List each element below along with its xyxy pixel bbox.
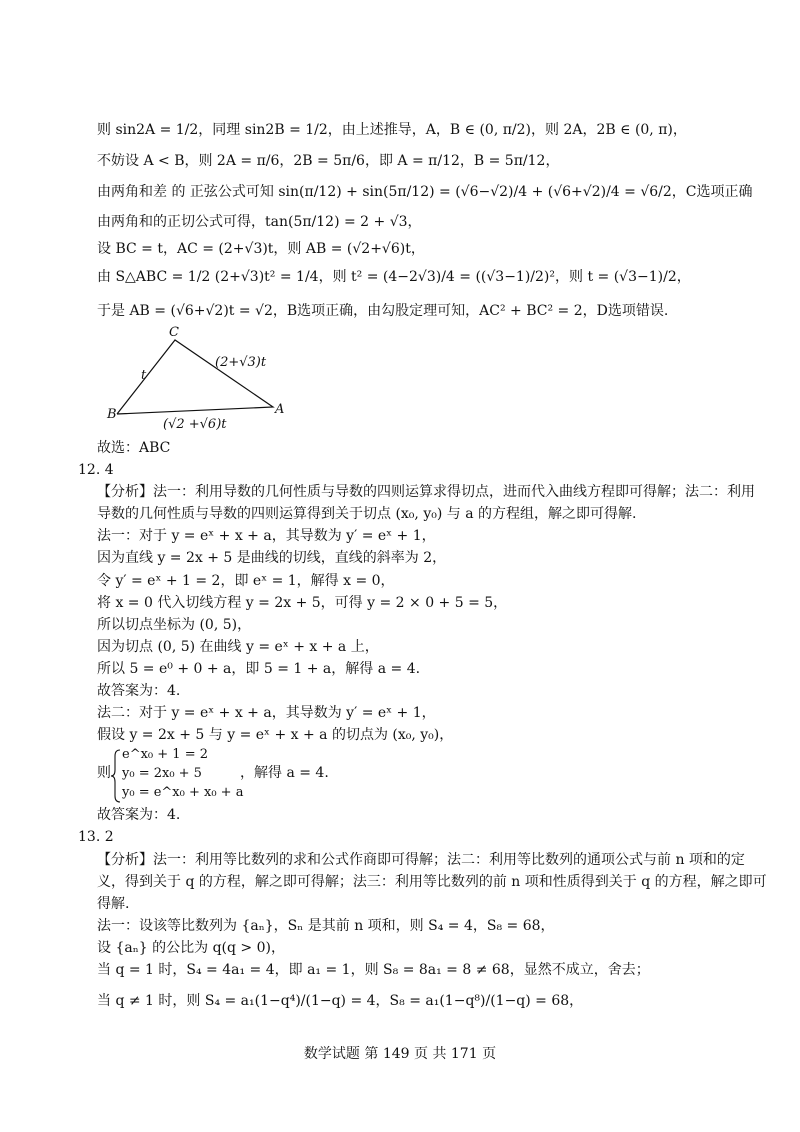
line-25: 义，得到关于 q 的方程，解之即可得解；法三：利用等比数列的前 n 项和性质得到关于 q 的方程，解之即可 bbox=[97, 874, 767, 890]
answer-13-heading: 13. 2 bbox=[78, 829, 114, 845]
side-ab-label: (√2 +√6)t bbox=[163, 417, 227, 432]
line-1: 则 sin2A = 1/2，同理 sin2B = 1/2，由上述推导，A，B ∈ (0, π/2)，则 2A，2B ∈ (0, π)， bbox=[97, 122, 687, 138]
line-14: 令 y′ = eˣ + 1 = 2，即 eˣ = 1，解得 x = 0， bbox=[97, 573, 395, 589]
line-22: 故答案为：4. bbox=[97, 807, 181, 823]
line-21: 假设 y = 2x + 5 与 y = eˣ + x + a 的切点为 (x₀, y₀)， bbox=[97, 727, 454, 743]
vertex-c-label: C bbox=[169, 325, 179, 340]
system-eq-1: e^x₀ + 1 = 2 bbox=[122, 747, 208, 762]
answer-12-heading: 12. 4 bbox=[78, 462, 114, 478]
line-18: 所以 5 = e⁰ + 0 + a，即 5 = 1 + a，解得 a = 4. bbox=[97, 661, 421, 677]
line-27: 法一：设该等比数列为 {aₙ}，Sₙ 是其前 n 项和，则 S₄ = 4，S₈ = 68， bbox=[97, 918, 555, 934]
line-17: 因为切点 (0, 5) 在曲线 y = eˣ + x + a 上， bbox=[97, 639, 379, 655]
side-bc-label: t bbox=[141, 368, 147, 383]
line-4: 由两角和的正切公式可得，tan(5π/12) = 2 + √3， bbox=[97, 214, 422, 230]
line-13: 因为直线 y = 2x + 5 是曲线的切线，直线的斜率为 2， bbox=[97, 550, 447, 566]
line-7: 于是 AB = (√6+√2)t = √2，B选项正确，由勾股定理可知，AC² + BC² = 2，D选项错误. bbox=[97, 303, 669, 319]
line-8: 故选：ABC bbox=[97, 440, 171, 456]
line-20: 法二：对于 y = eˣ + x + a，其导数为 y′ = eˣ + 1， bbox=[97, 705, 436, 721]
line-5: 设 BC = t，AC = (2+√3)t，则 AB = (√2+√6)t， bbox=[97, 241, 425, 257]
triangle-figure bbox=[105, 324, 305, 434]
line-10: 【分析】法一：利用导数的几何性质与导数的四则运算求得切点，进而代入曲线方程即可得解；法二：利用 bbox=[97, 484, 755, 500]
line-16: 所以切点坐标为 (0, 5)， bbox=[97, 617, 252, 633]
line-26: 得解. bbox=[97, 896, 130, 912]
page-footer: 数学试题 第 149 页 共 171 页 bbox=[303, 1046, 497, 1062]
line-30: 当 q ≠ 1 时，则 S₄ = a₁(1−q⁴)/(1−q) = 4，S₈ = a₁(1−q⁸)/(1−q) = 68， bbox=[97, 993, 584, 1009]
line-3: 由两角和差 的 正弦公式可知 sin(π/12) + sin(5π/12) = (√6−√2)/4 + (√6+√2)/4 = √6/2，C选项正确 bbox=[97, 184, 753, 200]
vertex-a-label: A bbox=[275, 402, 285, 417]
line-28: 设 {aₙ} 的公比为 q(q > 0)， bbox=[97, 940, 285, 956]
line-11: 导数的几何性质与导数的四则运算得到关于切点 (x₀, y₀) 与 a 的方程组，解之即可得解. bbox=[97, 506, 637, 522]
line-15: 将 x = 0 代入切线方程 y = 2x + 5，可得 y = 2 × 0 + 5 = 5， bbox=[97, 595, 508, 611]
system-eq-3: y₀ = e^x₀ + x₀ + a bbox=[122, 785, 244, 800]
system-suffix: ，解得 a = 4. bbox=[240, 765, 329, 781]
line-6: 由 S△ABC = 1/2 (2+√3)t² = 1/4，则 t² = (4−2√3)/4 = ((√3−1)/2)²，则 t = (√3−1)/2， bbox=[97, 269, 691, 285]
line-19: 故答案为：4. bbox=[97, 683, 181, 699]
line-24: 【分析】法一：利用等比数列的求和公式作商即可得解；法二：利用等比数列的通项公式与前 n 项和的定 bbox=[97, 852, 745, 868]
line-29: 当 q = 1 时，S₄ = 4a₁ = 4，即 a₁ = 1，则 S₈ = 8a₁ = 8 ≠ 68，显然不成立，舍去； bbox=[97, 962, 650, 978]
system-prefix: 则 bbox=[97, 765, 111, 781]
vertex-b-label: B bbox=[107, 407, 117, 422]
line-12: 法一：对于 y = eˣ + x + a，其导数为 y′ = eˣ + 1， bbox=[97, 528, 436, 544]
side-ac-label: (2+√3)t bbox=[215, 355, 267, 370]
system-eq-2: y₀ = 2x₀ + 5 bbox=[122, 766, 202, 781]
line-2: 不妨设 A < B，则 2A = π/6，2B = 5π/6，即 A = π/12，B = 5π/12， bbox=[97, 153, 560, 169]
brace-icon bbox=[110, 748, 122, 804]
